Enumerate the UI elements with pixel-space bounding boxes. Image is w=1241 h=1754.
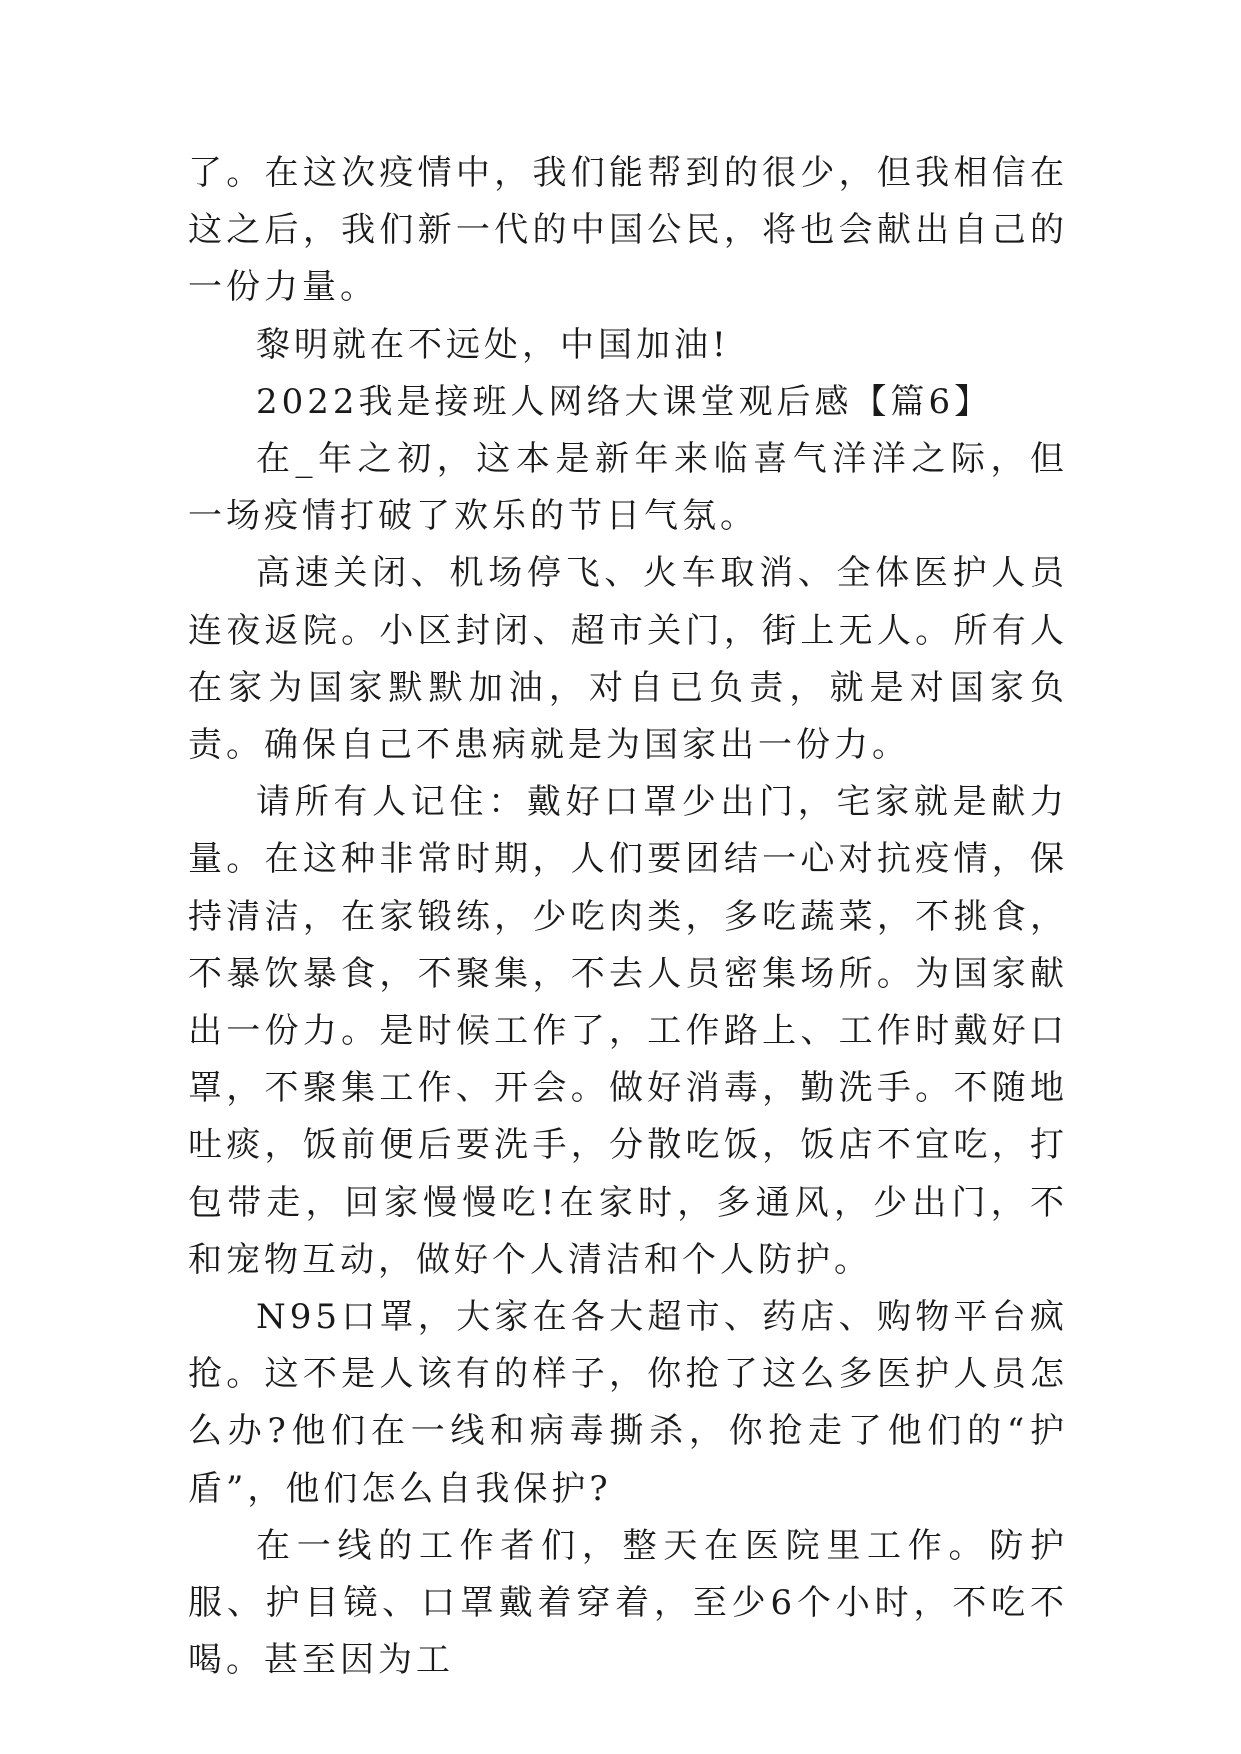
paragraph-1: 了。在这次疫情中，我们能帮到的很少，但我相信在这之后，我们新一代的中国公民，将也会献出自己的一份力量。 bbox=[188, 153, 1068, 308]
paragraph-5: 请所有人记住：戴好口罩少出门，宅家就是献力量。在这种非常时期，人们要团结一心对抗疫情，保持清洁，在家锻练，少吃肉类，多吃蔬菜，不挑食，不暴饮暴食，不聚集，不去人员密集场所。为国家献出一份力。是时候工作了，工作路上、工作时戴好口罩，不聚集工作、开会。做好消毒，勤洗手。不随地吐痰，饭前便后要洗手，分散吃饭，饭店不宜吃，打包带走，回家慢慢吃!在家时，多通风，少出门，不和宠物互动，做好个人清洁和个人防护。 bbox=[188, 782, 1068, 1280]
section-heading: 2022我是接班人网络大课堂观后感【篇6】 bbox=[256, 381, 993, 422]
paragraph-6: N95口罩，大家在各大超市、药店、购物平台疯抢。这不是人该有的样子，你抢了这么多医护人员怎么办?他们在一线和病毒撕杀，你抢走了他们的“护盾”，他们怎么自我保护? bbox=[188, 1297, 1068, 1509]
paragraph-3: 在_年之初，这本是新年来临喜气洋洋之际，但一场疫情打破了欢乐的节日气氛。 bbox=[188, 439, 1068, 537]
body-text bbox=[188, 145, 1068, 1689]
paragraph-7: 在一线的工作者们，整天在医院里工作。防护服、护目镜、口罩戴着穿着，至少6个小时，不吃不喝。甚至因为工 bbox=[188, 1525, 1068, 1681]
paragraph-4: 高速关闭、机场停飞、火车取消、全体医护人员连夜返院。小区封闭、超市关门，街上无人。所有人在家为国家默默加油，对自已负责，就是对国家负责。确保自己不患病就是为国家出一份力。 bbox=[188, 553, 1068, 766]
paragraph-2: 黎明就在不远处，中国加油! bbox=[256, 324, 730, 365]
